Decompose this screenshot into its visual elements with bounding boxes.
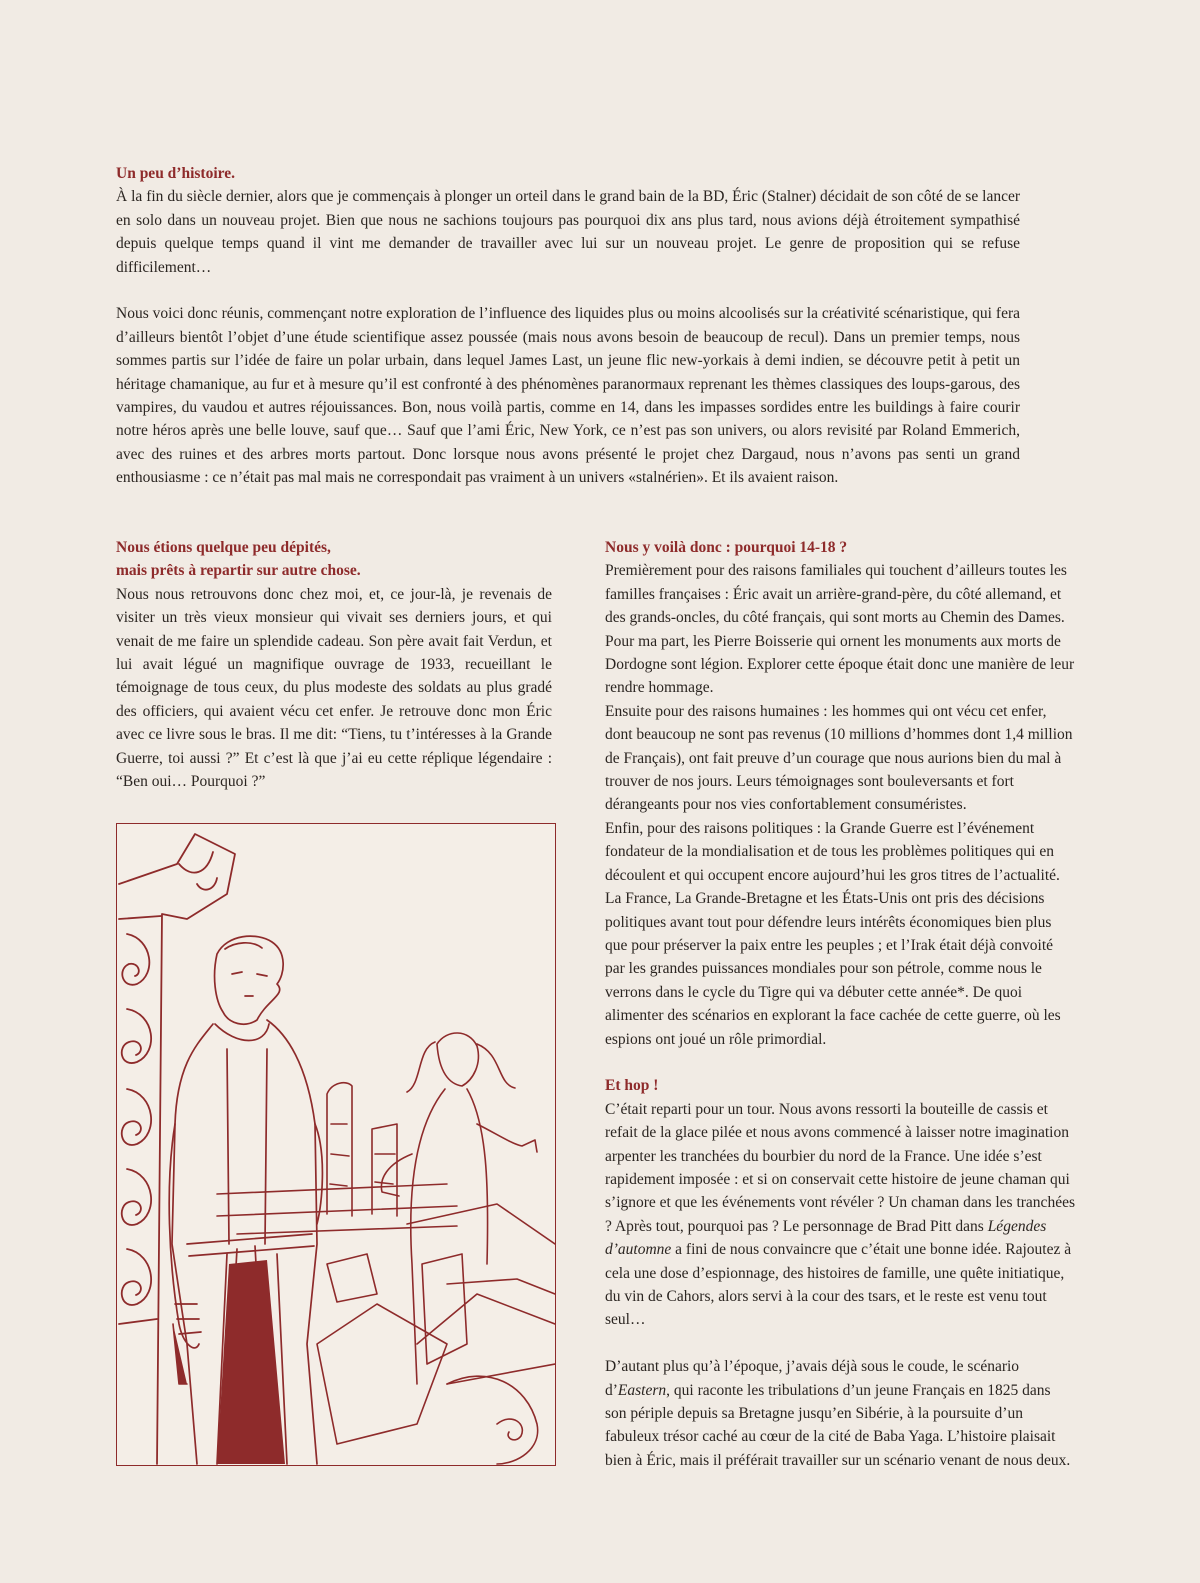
left-heading-line-2: mais prêts à repartir sur autre chose. <box>116 562 361 580</box>
left-column <box>116 536 552 793</box>
ruined-tower <box>327 1083 397 1216</box>
comic-illustration <box>116 823 556 1466</box>
film-title: Légendes d’automne <box>605 1217 1047 1259</box>
intro-section <box>116 162 1020 490</box>
tunic-shadow <box>217 1260 285 1464</box>
right-paragraph-human: Ensuite pour des raisons humaines : les hommes qui ont vécu cet enfer, dont beaucoup ne sont pas revenus (10 millions d’hommes dont 1,4 million de Français), ont fait preuve d’un courage que nous aurions bien du mal à trouver de nos jours. Leurs témoignages sont bouleversants et fort dérangeants pour nos vies confortablement consuméristes. <box>605 702 1073 814</box>
right-paragraph-eastern: D’autant plus qu’à l’époque, j’avais déjà sous le coude, le scénario d’Eastern, qui raconte les tribulations d’un jeune Français en 1825 dans son périple depuis sa Bretagne jusqu’en Sibérie, à la poursuite d’un fabuleux trésor caché au cœur de la cité de Baba Yaga. L’histoire plaisait bien à Éric, mais il préférait travailler sur un scénario venant de nous deux. <box>605 1358 1071 1469</box>
right-column <box>605 536 1075 1472</box>
intro-heading: Un peu d’histoire. <box>116 165 235 182</box>
right-heading-why-14-18: Nous y voilà donc : pourquoi 14-18 ? <box>605 539 848 556</box>
book-title: Eastern <box>617 1381 667 1399</box>
right-paragraph-political: Enfin, pour des raisons politiques : la Grande Guerre est l’événement fondateur de la mondialisation et de tous les problèmes politiques qui en découlent et qui occupent encore aujourd’hui les gros titres de l’actualité. La France, La Grande-Bretagne et les États-Unis ont pris des décisions politiques avant tout pour défendre leurs intérêts économiques bien plus que pour préserver la paix entre les peuples ; et l’Irak était déjà convoité par les grandes puissances mondiales pour son pétrole, comme nous le verrons dans le cycle du Tigre qui va débuter cette année*. De quoi alimenter des scénarios en explorant la face cachée de cette guerre, où les espions ont joué un rôle primordial. <box>605 819 1061 1048</box>
right-paragraph-family: Premièrement pour des raisons familiales qui touchent d’ailleurs toutes les familles françaises : Éric avait un arrière-grand-père, du côté allemand, et des grands-oncles, du côté français, qui sont morts au Chemin des Dames. Pour ma part, les Pierre Boisserie qui ornent les monuments aux morts de Dordogne sont légion. Explorer cette époque était donc une manière de leur rendre hommage. <box>605 562 1075 697</box>
right-paragraph-et-hop: C’était reparti pour un tour. Nous avons ressorti la bouteille de cassis et refait de la glace pilée et nous avons commencé à laisser notre imagination arpenter les tranchées du bourbier du nord de la France. Une idée s’est rapidement imposée : et si on conservait cette histoire de jeune chaman qui s’ignore et que les événements vont révéler ? Un chaman dans les tranchées ? Après tout, pourquoi pas ? Le personnage de Brad Pitt dans Légendes d’automne a fini de nous convaincre que c’était une bonne idée. Rajoutez à cela une dose d’espionnage, des histoires de famille, une quête initiatique, du vin de Cahors, alors servi à la cour des tsars, et le reste est venu tout seul… <box>605 1100 1075 1329</box>
left-heading-line-1: Nous étions quelque peu dépités, <box>116 539 331 556</box>
intro-paragraph-1: À la fin du siècle dernier, alors que je commençais à plonger un orteil dans le grand bain de la BD, Éric (Stalner) décidait de son côté de se lancer en solo dans un nouveau projet. Bien que nous ne sachions toujours pas pourquoi dix ans plus tard, nous avions déjà étroitement sympathisé depuis quelque temps quand il vint me demander de travailler avec lui sur un nouveau projet. Le genre de proposition qui se refuse difficilement… <box>116 188 1020 276</box>
intro-paragraph-2: Nous voici donc réunis, commençant notre exploration de l’influence des liquides plus ou moins alcoolisés sur la créativité scénaristique, qui fera d’ailleurs bientôt l’objet d’une étude scientifique assez poussée (mais nous avons besoin de beaucoup de recul). Dans un premier temps, nous sommes partis sur l’idée de faire un polar urbain, dans lequel James Last, un jeune flic new-yorkais à demi indien, se découvre petit à petit un héritage chamanique, au fur et à mesure qu’il est confronté à des phénomènes paranormaux reprenant les thèmes classiques des loups-garous, des vampires, du vaudou et autres réjouissances. Bon, nous voilà partis, comme en 14, dans les impasses sordides entre les buildings à faire courir notre héros après une belle louve, sauf que… Sauf que l’ami Éric, New York, ce n’est pas son univers, ou alors revisité par Roland Emmerich, avec des ruines et des arbres morts partout. Donc lorsque nous avons présenté le projet chez Dargaud, nous n’avons pas senti un grand enthousiasme : ce n’était pas mal mais ne correspondait pas vraiment à un univers «stalnérien». Et ils avaient raison. <box>116 305 1020 487</box>
left-paragraph: Nous nous retrouvons donc chez moi, et, ce jour-là, je revenais de visiter un très vieux monsieur qui vivait ses derniers jours, et qui venait de me faire un splendide cadeau. Son père avait fait Verdun, et lui avait légué un magnifique ouvrage de 1933, recueillant le témoignage de tous ceux, du plus modeste des soldats au plus gradé des officiers, qui avaient vécu cet enfer. Je retrouve donc mon Éric avec ce livre sous le bras. Il me dit: “Tiens, tu t’intéresses à la Grande Guerre, toi aussi ?” Et c’est là que j’ai eu cette réplique légendaire : “Ben oui… Pourquoi ?” <box>116 585 552 791</box>
right-heading-et-hop: Et hop ! <box>605 1077 659 1095</box>
